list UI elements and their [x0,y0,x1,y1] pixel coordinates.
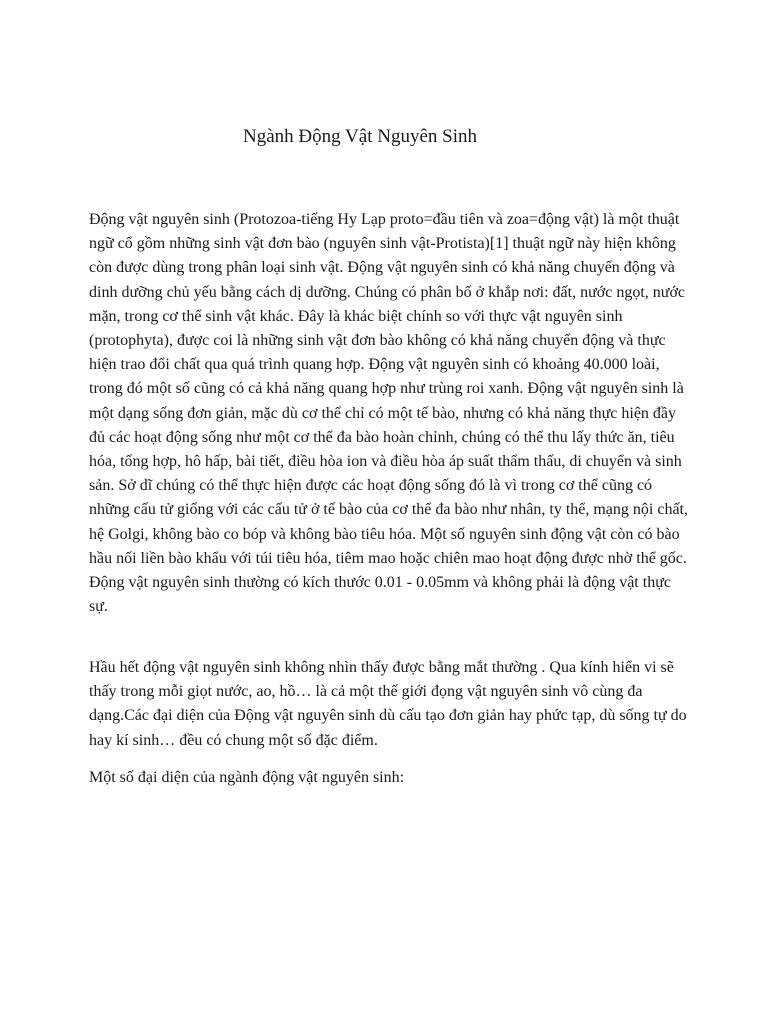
paragraph-representatives: Một số đại diện của ngành động vật nguyên sinh: [89,769,405,786]
paragraph-intro: Động vật nguyên sinh (Protozoa-tiếng Hy Lạp proto=đầu tiên và zoa=động vật) là một thuật ngữ cổ gồm những sinh vật đơn bào (nguyên sinh vật-Protista)[1] thuật ngữ này hiện không còn được dùng trong phân loại sinh vật. Động vật nguyên sinh có khả năng chuyển động và dinh dưỡng chủ yếu bằng cách dị dưỡng. Chúng có phân bố ở khắp nơi: đất, nước ngọt, nước mặn, trong cơ thể sinh vật khác. Đây là khác biệt chính so với thực vật nguyên sinh (protophyta), được coi là những sinh vật đơn bào không có khả năng chuyển động và thực hiện trao đổi chất qua quá trình quang hợp. Động vật nguyên sinh có khoảng 40.000 loài, trong đó một số cũng có cả khả năng quang hợp như trùng roi xanh. Động vật nguyên sinh là một dạng sống đơn giản, mặc dù cơ thể chỉ có một tế bào, nhưng có khả năng thực hiện đầy đủ các hoạt động sống như một cơ thể đa bào hoàn chỉnh, chúng có thể thu lấy thức ăn, tiêu hóa, tổng hợp, hô hấp, bài tiết, điều hòa ion và điều hòa áp suất thẩm thấu, di chuyển và sinh sản. Sở dĩ chúng có thể thực hiện được các hoạt động sống đó là vì trong cơ thể cũng có những cấu tử giống với các cấu tử ở tế bào của cơ thể đa bào như nhân, ty thể, mạng nội chất, hệ Golgi, không bào co bóp và không bào tiêu hóa. Một số nguyên sinh động vật còn có bào hầu nối liền bào khẩu với túi tiêu hóa, tiêm mao hoặc chiên mao hoạt động được nhờ thể gốc. Động vật nguyên sinh thường có kích thước 0.01 - 0.05mm và không phải là động vật thực sự. [89,211,688,616]
document-title: Ngành Động Vật Nguyên Sinh [243,126,477,147]
paragraph-microscope: Hầu hết động vật nguyên sinh không nhìn thấy được bằng mắt thường . Qua kính hiển vi sẽ thấy trong mỗi giọt nước, ao, hồ… là cả một thế giới đọng vật nguyên sinh vô cùng đa dạng.Các đại diện của Động vật nguyên sinh dù cấu tạo đơn giản hay phức tạp, dù sống tự do hay kí sinh… đều có chung một số đặc điểm. [89,659,687,749]
